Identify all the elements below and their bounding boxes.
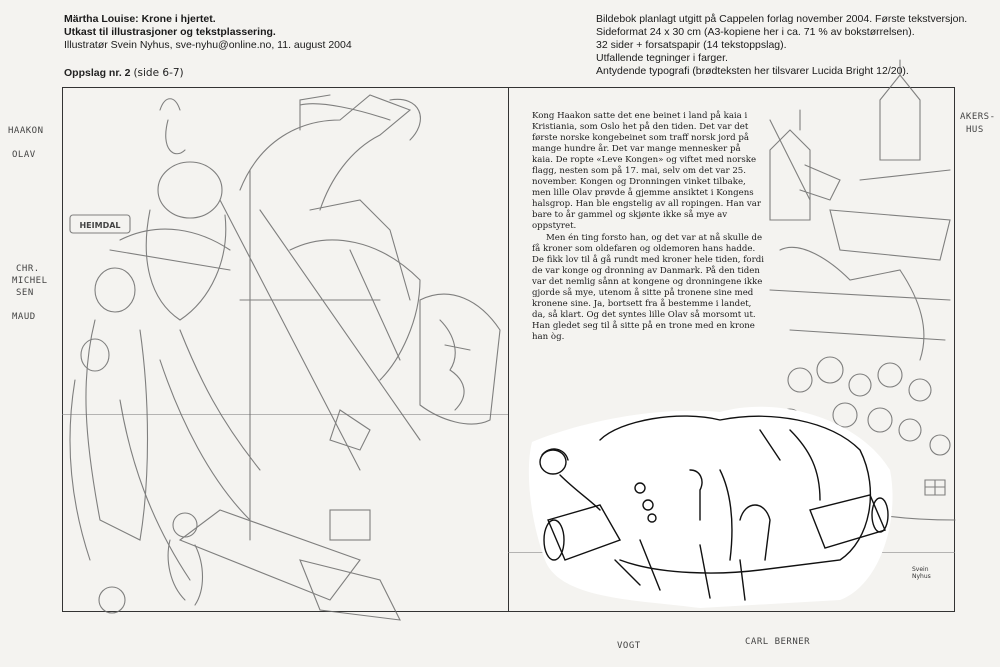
story-paragraph-2: Men én ting forsto han, og det var at nå skulle de få kroner som oldefaren og oldemoren hans hadde. De fikk lov til å gå rundt med kroner hele tiden, fordi de var konge og dronning av Danmark. På den tiden var det nemlig sånn at kongene og dronningene ikke gjorde så mye, utenom å sitte på tronene sine med kronene sine. Ja, bortsett fra å bestemme i landet, da, så klart. Og det syntes lille Olav så morsomt ut. Han gledet seg til å sitte på en trone med en krone han òg. [532,232,764,342]
note-vogt: VOGT [617,641,641,651]
signature-first: Svein [912,566,929,573]
rigging-sketch [220,170,420,540]
note-akershus-1: AKERS- [960,112,996,122]
page-count-info: 32 sider + forsatspapir (14 tekstoppslag). [596,39,787,51]
drawing-info: Utfallende tegninger i farger. [596,52,728,64]
publication-info: Bildebok planlagt utgitt på Cappelen forlag november 2004. Første tekstversjon. [596,13,968,25]
signature-last: Nyhus [912,573,931,580]
typography-info: Antydende typografi (brødteksten her tilsvarer Lucida Bright 12/20). [596,65,909,77]
note-haakon: HAAKON [8,126,44,136]
note-chr: CHR. [16,264,40,274]
note-carl-berner: CARL BERNER [745,637,811,647]
note-michel: MICHEL [12,276,48,286]
page-format-info: Sideformat 24 x 30 cm (A3-kopiene her i ca. 71 % av bokstørrelsen). [596,26,915,38]
spread-pages: (side 6-7) [133,67,184,79]
note-olav: OLAV [12,150,36,160]
note-sen: SEN [16,288,34,298]
story-paragraph-1: Kong Haakon satte det ene beinet i land på kaia i Kristiania, som Oslo het på den tiden. Det var det første norske kongebeinet som traff norsk jord på mange hundre år. Det var mange mennesker på kaia. De ropte «Leve Kongen» og viftet med norske flagg, nesten som på 17. mai, selv om det var 25. november. Kongen og Dronningen vinket tilbake, men lille Olav prøvde å gjemme ansiktet i Kongens halsgrop. Han ble engstelig av all ropingen. Han var bare to år gammel og skjønte ikke så mye av oppstyret. [532,111,762,232]
illustrator-credit: Illustratør Svein Nyhus, sve-nyhu@online.no, 11. august 2004 [64,39,352,51]
norwegian-flag-sketch [925,480,945,495]
akershus-sketch [770,110,810,220]
note-maud: MAUD [12,312,36,322]
ship-nameplate: HEIMDAL [79,221,121,230]
story-text [532,111,764,343]
artist-signature [912,566,931,580]
michelsen-figure-sketch [95,268,135,312]
document-title: Märtha Louise: Krone i hjertet. [64,13,216,25]
document-subtitle: Utkast til illustrasjoner og tekstplassering. [64,26,276,38]
pasted-tram-sketch [529,407,893,608]
haakon-figure-sketch [158,162,222,218]
note-akershus-2: HUS [966,125,984,135]
funnel-sketch [240,95,410,210]
spread-number: Oppslag nr. 2 [64,67,131,79]
